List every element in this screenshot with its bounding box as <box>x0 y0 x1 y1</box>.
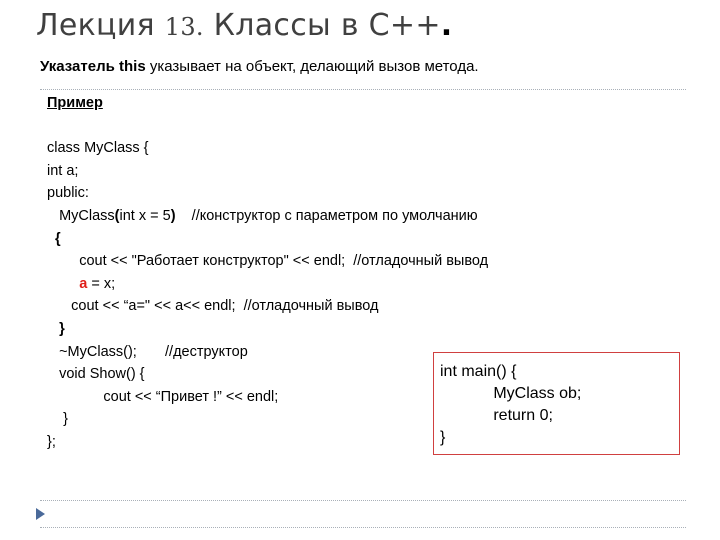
slide-subtitle <box>40 58 479 75</box>
title-number: 13. <box>164 13 204 41</box>
code-line <box>47 205 488 228</box>
code-line <box>47 273 488 296</box>
code-token: int x = 5 <box>119 207 171 224</box>
code-line: class MyClass { <box>47 140 149 157</box>
main-code-line: return 0; <box>440 407 553 424</box>
subtitle-rest: указывает на объект, делающий вызов метода. <box>145 58 479 75</box>
main-code-line: MyClass ob; <box>440 385 582 402</box>
main-code-line: } <box>440 429 446 446</box>
title-part2: Классы в С++ <box>203 8 441 43</box>
slide-title <box>36 8 452 43</box>
code-blank-line <box>47 115 488 138</box>
code-line: public: <box>47 185 89 202</box>
code-token: = x; <box>87 275 116 292</box>
subtitle-bold: Указатель this <box>40 58 146 75</box>
code-line: void Show() { <box>47 366 145 383</box>
code-token: ) <box>170 207 176 224</box>
code-line: } <box>47 320 65 337</box>
code-line: int a; <box>47 162 79 179</box>
code-line: cout << “a=" << a<< endl; //отладочный вывод <box>47 298 379 315</box>
code-line: cout << “Привет !” << endl; <box>47 388 279 405</box>
bottom-divider <box>40 500 686 501</box>
code-token-highlighted: a <box>47 275 88 292</box>
code-line: { <box>47 230 61 247</box>
code-token: MyClass <box>47 207 115 224</box>
main-function-box <box>433 352 680 455</box>
triangle-bullet-icon <box>36 508 45 520</box>
code-line: }; <box>47 433 56 450</box>
main-code-line: int main() { <box>440 363 517 380</box>
footer-divider <box>40 527 686 528</box>
top-divider <box>40 89 686 90</box>
code-listing <box>47 92 488 454</box>
example-label: Пример <box>47 95 103 111</box>
title-period: . <box>440 8 453 43</box>
code-line: ~MyClass(); //деструктор <box>47 343 248 360</box>
title-part1: Лекция <box>36 8 165 43</box>
code-line: } <box>47 411 68 428</box>
code-line: cout << "Работает конструктор" << endl; //отладочный вывод <box>47 253 489 270</box>
code-token: ( <box>114 207 120 224</box>
code-comment: //конструктор с параметром по умолчанию <box>175 207 478 224</box>
